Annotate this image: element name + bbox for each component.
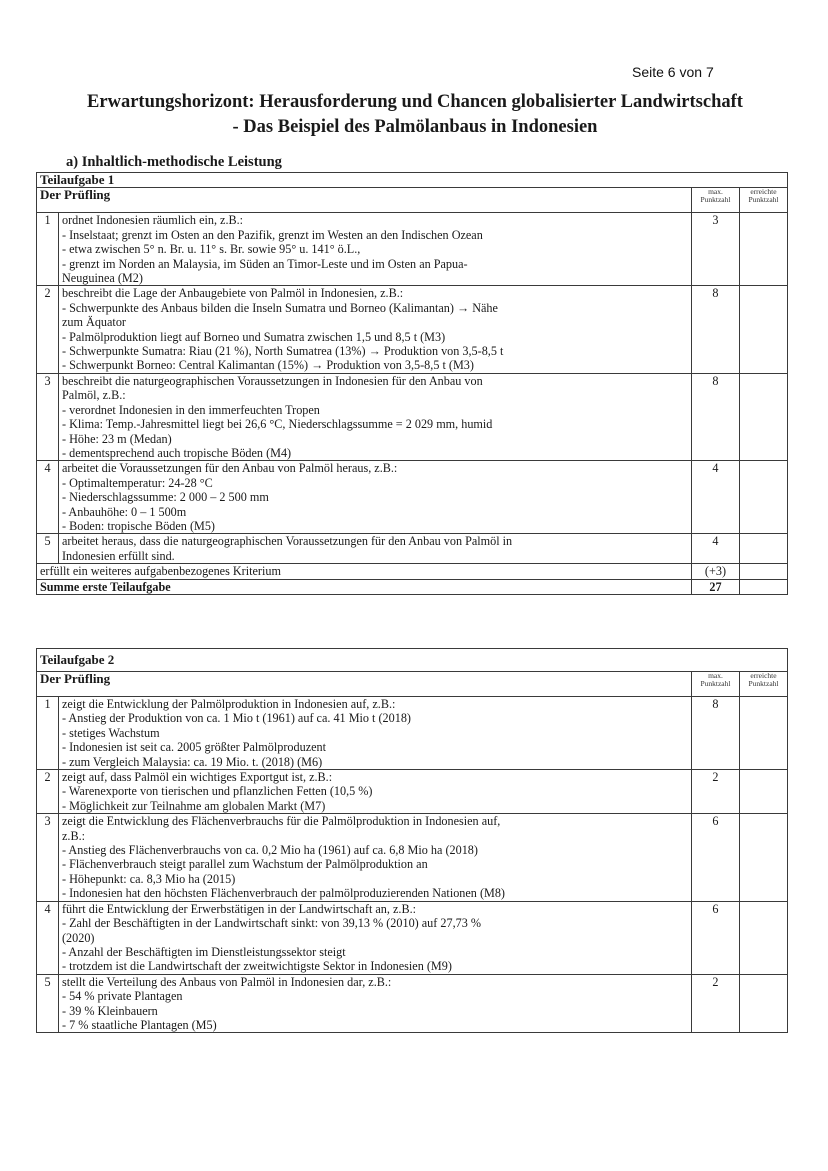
task1-table — [36, 172, 788, 595]
max-points: 2 — [691, 770, 739, 814]
criterion-line: z.B.: — [62, 828, 86, 843]
criterion-description — [59, 697, 692, 770]
achieved-points-cell[interactable] — [739, 534, 787, 564]
task2-criterion-row — [37, 901, 788, 974]
criterion-number: 3 — [37, 814, 59, 901]
task2-criterion-row — [37, 814, 788, 901]
achieved-points-cell[interactable] — [739, 373, 787, 460]
criterion-description — [59, 461, 692, 534]
criterion-line: (2020) — [62, 930, 95, 945]
criterion-number: 3 — [37, 373, 59, 460]
task2-criterion-row — [37, 974, 788, 1033]
task1-extra-row — [37, 564, 788, 579]
criterion-line: - Höhepunkt: ca. 8,3 Mio ha (2015) — [62, 871, 236, 886]
criterion-line: - Zahl der Beschäftigten in der Landwirtschaft sinkt: von 39,13 % (2010) auf 27,73 % — [62, 916, 482, 931]
criterion-line: beschreibt die naturgeographischen Voraussetzungen in Indonesien für den Anbau von — [62, 373, 483, 388]
max-points: 6 — [691, 814, 739, 901]
criterion-line: - Klima: Temp.-Jahresmittel liegt bei 26,6 °C, Niederschlagssumme = 2 029 mm, humid — [62, 417, 493, 432]
title-line-2: - Das Beispiel des Palmölanbaus in Indonesien — [232, 117, 598, 137]
criterion-line: - grenzt im Norden an Malaysia, im Süden an Timor-Leste und im Osten an Papua- — [62, 256, 468, 271]
criterion-line: - Flächenverbrauch steigt parallel zum Wachstum der Palmölproduktion an — [62, 857, 428, 872]
task1-subject: Der Prüfling — [37, 188, 692, 213]
criterion-number: 2 — [37, 770, 59, 814]
criterion-line: - dementsprechend auch tropische Böden (M4) — [62, 445, 292, 460]
criterion-line: - Schwerpunkte Sumatra: Riau (21 %), North Sumatrea (13%) → Produktion von 3,5-8,5 t — [62, 344, 504, 359]
criterion-description — [59, 534, 692, 564]
section-heading: a) Inhaltlich-methodische Leistung — [66, 154, 282, 170]
criterion-description — [59, 286, 692, 373]
criterion-line: Neuguinea (M2) — [62, 271, 143, 286]
max-points: 4 — [691, 461, 739, 534]
task1-sum-row — [37, 579, 788, 594]
criterion-line: arbeitet heraus, dass die naturgeographischen Voraussetzungen für den Anbau von Palmöl in — [62, 534, 513, 549]
achieved-points-cell[interactable] — [739, 213, 787, 286]
task1-title: Teilaufgabe 1 — [37, 173, 788, 188]
task1-extra-text: erfüllt ein weiteres aufgabenbezogenes Kriterium — [37, 564, 692, 579]
max-points: 6 — [691, 901, 739, 974]
task1-extra-achieved[interactable] — [739, 564, 787, 579]
criterion-line: Palmöl, z.B.: — [62, 388, 126, 403]
criterion-line: - zum Vergleich Malaysia: ca. 19 Mio. t. (2018) (M6) — [62, 754, 323, 769]
criterion-number: 5 — [37, 974, 59, 1033]
criterion-line: - trotzdem ist die Landwirtschaft der zweitwichtigste Sektor in Indonesien (M9) — [62, 959, 452, 974]
task2-got-header: erreichte Punktzahl — [739, 672, 787, 697]
max-points: 8 — [691, 286, 739, 373]
criterion-line: - Möglichkeit zur Teilnahme am globalen Markt (M7) — [62, 798, 326, 813]
achieved-points-cell[interactable] — [739, 286, 787, 373]
task2-title-row — [37, 649, 788, 672]
task1-sum-text: Summe erste Teilaufgabe — [37, 579, 692, 594]
achieved-points-cell[interactable] — [739, 770, 787, 814]
criterion-line: - Boden: tropische Böden (M5) — [62, 518, 215, 533]
task2-table — [36, 648, 788, 1033]
task1-subject-row — [37, 188, 788, 213]
criterion-number: 4 — [37, 901, 59, 974]
criterion-line: ordnet Indonesien räumlich ein, z.B.: — [62, 213, 244, 228]
task2-title: Teilaufgabe 2 — [37, 649, 788, 672]
achieved-points-cell[interactable] — [739, 461, 787, 534]
page-number: Seite 6 von 7 — [632, 64, 714, 80]
criterion-line: zum Äquator — [62, 315, 126, 330]
criterion-line: zeigt die Entwicklung der Palmölproduktion in Indonesien auf, z.B.: — [62, 697, 396, 711]
criterion-number: 4 — [37, 461, 59, 534]
criterion-number: 5 — [37, 534, 59, 564]
criterion-line: - Anstieg des Flächenverbrauchs von ca. 0,2 Mio ha (1961) auf ca. 6,8 Mio ha (2018) — [62, 843, 478, 858]
criterion-line: - Palmölproduktion liegt auf Borneo und Sumatra zwischen 1,5 und 8,5 t (M3) — [62, 329, 446, 344]
task1-criterion-row — [37, 213, 788, 286]
criterion-line: führt die Entwicklung der Erwerbstätigen in der Landwirtschaft an, z.B.: — [62, 901, 417, 916]
criterion-description — [59, 814, 692, 901]
criterion-line: arbeitet die Voraussetzungen für den Anbau von Palmöl heraus, z.B.: — [62, 461, 398, 476]
achieved-points-cell[interactable] — [739, 697, 787, 770]
criterion-line: - Höhe: 23 m (Medan) — [62, 431, 172, 446]
task1-extra-points: (+3) — [691, 564, 739, 579]
task2-criterion-row — [37, 770, 788, 814]
task2-max-header: max. Punktzahl — [691, 672, 739, 697]
criterion-line: stellt die Verteilung des Anbaus von Palmöl in Indonesien dar, z.B.: — [62, 974, 392, 989]
criterion-description — [59, 974, 692, 1033]
criterion-line: - Schwerpunkte des Anbaus bilden die Inseln Sumatra und Borneo (Kalimantan) → Nähe — [62, 300, 498, 315]
criterion-line: - verordnet Indonesien in den immerfeuchten Tropen — [62, 402, 320, 417]
task1-title-row — [37, 173, 788, 188]
criterion-number: 1 — [37, 697, 59, 770]
criterion-number: 2 — [37, 286, 59, 373]
task1-criterion-row — [37, 461, 788, 534]
criterion-line: - 39 % Kleinbauern — [62, 1003, 158, 1018]
criterion-description — [59, 770, 692, 814]
max-points: 8 — [691, 697, 739, 770]
criterion-line: zeigt auf, dass Palmöl ein wichtiges Exportgut ist, z.B.: — [62, 770, 333, 785]
criterion-line: - Anzahl der Beschäftigten im Dienstleistungssektor steigt — [62, 944, 346, 959]
criterion-description — [59, 213, 692, 286]
criterion-line: - Schwerpunkt Borneo: Central Kalimantan (15%) → Produktion von 3,5-8,5 t (M3) — [62, 358, 474, 373]
max-points: 2 — [691, 974, 739, 1033]
task1-sum-achieved[interactable] — [739, 579, 787, 594]
task1-max-header: max. Punktzahl — [691, 188, 739, 213]
criterion-line: - Inselstaat; grenzt im Osten an den Pazifik, grenzt im Westen an den Indischen Ozean — [62, 227, 483, 242]
achieved-points-cell[interactable] — [739, 901, 787, 974]
criterion-description — [59, 373, 692, 460]
max-points: 8 — [691, 373, 739, 460]
task2-subject: Der Prüfling — [37, 672, 692, 697]
criterion-line: - Niederschlagssumme: 2 000 – 2 500 mm — [62, 490, 269, 505]
criterion-description — [59, 901, 692, 974]
max-points: 4 — [691, 534, 739, 564]
task1-criterion-row — [37, 534, 788, 564]
task2-subject-row — [37, 672, 788, 697]
title-line-1: Erwartungshorizont: Herausforderung und Chancen globalisierter Landwirtschaft — [87, 92, 743, 112]
task1-criterion-row — [37, 286, 788, 373]
criterion-line: beschreibt die Lage der Anbaugebiete von Palmöl in Indonesien, z.B.: — [62, 286, 404, 301]
task1-sum-points: 27 — [691, 579, 739, 594]
criterion-line: - stetiges Wachstum — [62, 725, 160, 740]
task2-criterion-row — [37, 697, 788, 770]
task1-criterion-row — [37, 373, 788, 460]
criterion-line: - Indonesien ist seit ca. 2005 größter Palmölproduzent — [62, 740, 327, 755]
page-title — [20, 90, 810, 140]
achieved-points-cell[interactable] — [739, 974, 787, 1033]
criterion-number: 1 — [37, 213, 59, 286]
task1-got-header: erreichte Punktzahl — [739, 188, 787, 213]
max-points: 3 — [691, 213, 739, 286]
criterion-line: - 54 % private Plantagen — [62, 989, 183, 1004]
criterion-line: - 7 % staatliche Plantagen (M5) — [62, 1017, 217, 1032]
criterion-line: - Indonesien hat den höchsten Flächenverbrauch der palmölproduzierenden Nationen (M8) — [62, 886, 505, 901]
criterion-line: - etwa zwischen 5° n. Br. u. 11° s. Br. sowie 95° u. 141° ö.L., — [62, 242, 361, 257]
criterion-line: - Anbauhöhe: 0 – 1 500m — [62, 504, 187, 519]
criterion-line: - Optimaltemperatur: 24-28 °C — [62, 475, 213, 490]
criterion-line: zeigt die Entwicklung des Flächenverbrauchs für die Palmölproduktion in Indonesien auf, — [62, 814, 501, 829]
criterion-line: - Warenexporte von tierischen und pflanzlichen Fetten (10,5 %) — [62, 784, 373, 799]
achieved-points-cell[interactable] — [739, 814, 787, 901]
criterion-line: - Anstieg der Produktion von ca. 1 Mio t (1961) auf ca. 41 Mio t (2018) — [62, 711, 411, 726]
criterion-line: Indonesien erfüllt sind. — [62, 548, 175, 563]
